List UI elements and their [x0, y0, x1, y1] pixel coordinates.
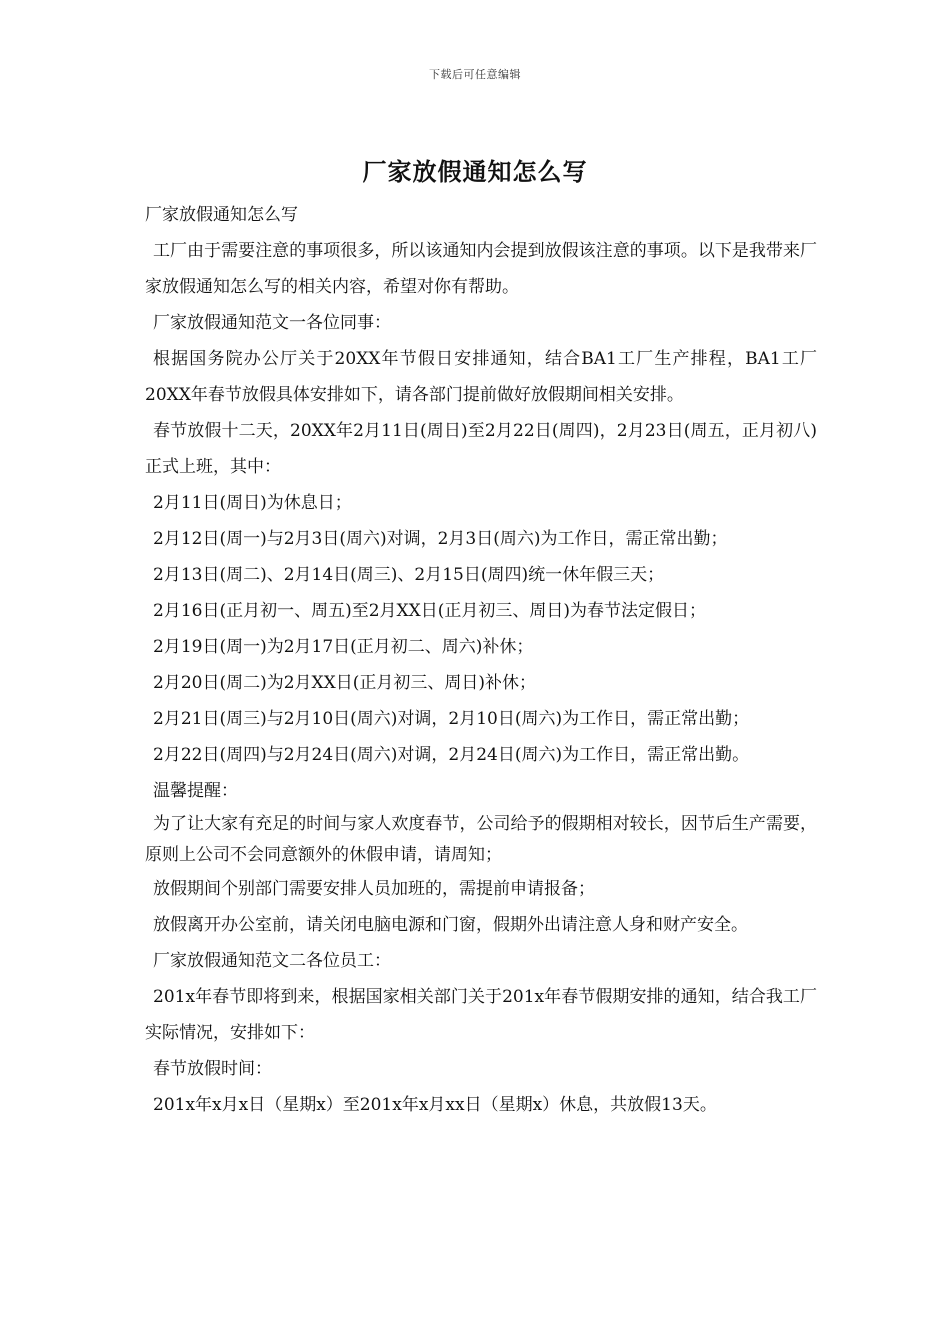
paragraph-reminder-heading: 温馨提醒： — [153, 781, 238, 801]
header-note: 下载后可任意编辑 — [429, 68, 521, 81]
paragraph-reminder-item: 放假离开办公室前，请关闭电脑电源和门窗，假期外出请注意人身和财产安全。 — [153, 915, 748, 935]
paragraph-holiday-time-heading: 春节放假时间： — [153, 1059, 272, 1079]
paragraph-schedule-item: 2月19日(周一)为2月17日(正月初二、周六)补休； — [153, 637, 534, 657]
paragraph-schedule-item: 2月11日(周日)为休息日； — [153, 493, 352, 513]
paragraph-schedule-item: 2月20日(周二)为2月XX日(正月初三、周日)补休； — [153, 673, 536, 693]
paragraph-spring-festival: 春节放假十二天，20XX年2月11日(周日)至2月22日(周四)，2月23日(周五，正月初八)正式上班，其中： — [145, 421, 817, 477]
paragraph-holiday-time: 201x年x月x日（星期x）至201x年x月xx日（星期x）休息，共放假13天。 — [153, 1095, 717, 1115]
paragraph-arrangement: 根据国务院办公厅关于20XX年节假日安排通知，结合BA1工厂生产排程，BA1工厂20XX年春节放假具体安排如下，请各部门提前做好放假期间相关安排。 — [145, 349, 817, 405]
paragraph-sample-two-heading: 厂家放假通知范文二各位员工： — [153, 951, 391, 971]
paragraph-sample-one-heading: 厂家放假通知范文一各位同事： — [153, 313, 391, 333]
document-title: 厂家放假通知怎么写 — [362, 157, 588, 186]
paragraph-reminder-item: 为了让大家有充足的时间与家人欢度春节，公司给予的假期相对较长，因节后生产需要，原则上公司不会同意额外的休假申请，请周知； — [145, 814, 817, 865]
paragraph-schedule-item: 2月16日(正月初一、周五)至2月XX日(正月初三、周日)为春节法定假日； — [153, 601, 706, 621]
paragraph-schedule-item: 2月22日(周四)与2月24日(周六)对调，2月24日(周六)为工作日，需正常出勤。 — [153, 745, 750, 765]
paragraph-sample-two-intro: 201x年春节即将到来，根据国家相关部门关于201x年春节假期安排的通知，结合我工厂实际情况，安排如下： — [145, 987, 817, 1043]
paragraph-reminder-item: 放假期间个别部门需要安排人员加班的，需提前申请报备； — [153, 879, 595, 899]
paragraph-intro: 工厂由于需要注意的事项很多，所以该通知内会提到放假该注意的事项。以下是我带来厂家放假通知怎么写的相关内容，希望对你有帮助。 — [145, 241, 817, 297]
paragraph-schedule-item: 2月13日(周二)、2月14日(周三)、2月15日(周四)统一休年假三天； — [153, 565, 665, 585]
document-body — [145, 197, 817, 1123]
paragraph-schedule-item: 2月12日(周一)与2月3日(周六)对调，2月3日(周六)为工作日，需正常出勤； — [153, 529, 728, 549]
paragraph-subtitle: 厂家放假通知怎么写 — [145, 205, 298, 225]
paragraph-schedule-item: 2月21日(周三)与2月10日(周六)对调，2月10日(周六)为工作日，需正常出勤； — [153, 709, 750, 729]
